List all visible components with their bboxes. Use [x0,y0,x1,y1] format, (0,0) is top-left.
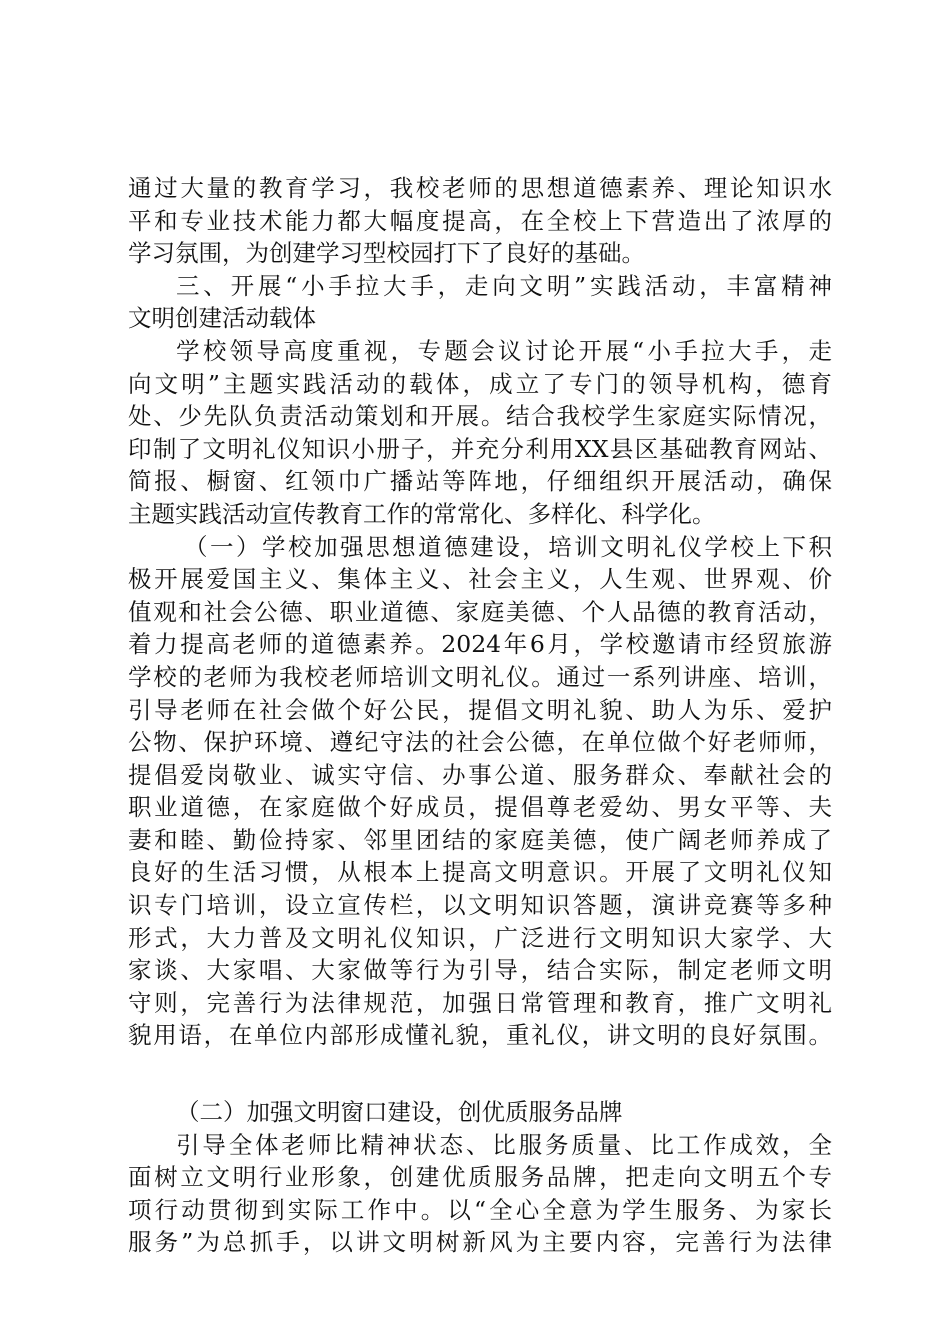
text-line: 引导老师在社会做个好公民，提倡文明礼貌、助人为乐、爱护 [128,695,832,724]
text-line: 服务”为总抓手，以讲文明树新风为主要内容，完善行为法律 [128,1228,832,1257]
paragraph-1 [128,172,832,270]
text-line: 学习氛围，为创建学习型校园打下了良好的基础。 [128,239,645,268]
text-line: 识专门培训，设立宣传栏，以文明知识答题，演讲竞赛等多种 [128,891,832,920]
text-line: 提倡爱岗敬业、诚实守信、办事公道、服务群众、奉献社会的 [128,760,832,789]
text-line: 貌用语，在单位内部形成懂礼貌，重礼仪，讲文明的良好氛围。 [128,1021,832,1050]
text-line: 职业道德，在家庭做个好成员，提倡尊老爱幼、男女平等、夫 [128,793,832,822]
document-body [128,172,832,1259]
text-line: 平和专业技术能力都大幅度提高，在全校上下营造出了浓厚的 [128,206,832,235]
text-line: 引导全体老师比精神状态、比服务质量、比工作成效，全 [176,1130,832,1159]
section-heading-2 [128,1096,832,1129]
text-line: 面树立文明行业形象，创建优质服务品牌，把走向文明五个专 [128,1163,832,1192]
heading-line: 文明创建活动载体 [128,304,316,333]
text-line: 主题实践活动宣传教育工作的常常化、多样化、科学化。 [128,499,716,528]
text-line: 印制了文明礼仪知识小册子，并充分利用XX县区基础教育网站、 [128,434,832,463]
text-line: 良好的生活习惯，从根本上提高文明意识。开展了文明礼仪知 [128,858,832,887]
text-line: 家谈、大家唱、大家做等行为引导，结合实际，制定老师文明 [128,956,832,985]
text-line: 学校领导高度重视，专题会议讨论开展“小手拉大手，走 [176,336,832,365]
text-line: 守则，完善行为法律规范，加强日常管理和教育，推广文明礼 [128,988,832,1017]
text-line: 极开展爱国主义、集体主义、社会主义，人生观、世界观、价 [128,565,832,594]
text-line: 着力提高老师的道德素养。2024年6月，学校邀请市经贸旅游 [128,630,832,659]
text-line: （一）学校加强思想道德建设，培训文明礼仪学校上下积 [184,532,832,561]
text-line: 简报、橱窗、红领巾广播站等阵地，仔细组织开展活动，确保 [128,467,832,496]
section-heading-3 [128,270,832,335]
text-line: 公物、保护环境、遵纪守法的社会公德，在单位做个好老师师， [128,728,832,757]
text-line: 项行动贯彻到实际工作中。以“全心全意为学生服务、为家长 [128,1195,832,1224]
paragraph-2 [128,335,832,531]
text-line: 妻和睦、勤俭持家、邻里团结的家庭美德，使广阔老师养成了 [128,825,832,854]
text-line: 处、少先队负责活动策划和开展。结合我校学生家庭实际情况， [128,402,832,431]
heading-line: 三、开展“小手拉大手，走向文明”实践活动，丰富精神 [176,271,832,300]
text-line: 形式，大力普及文明礼仪知识，广泛进行文明知识大家学、大 [128,923,832,952]
text-line: 通过大量的教育学习，我校老师的思想道德素养、理论知识水 [128,174,832,202]
text-line: 值观和社会公德、职业道德、家庭美德、个人品德的教育活动， [128,597,832,626]
text-line: 向文明”主题实践活动的载体，成立了专门的领导机构，德育 [128,369,832,398]
paragraph-3 [128,531,832,1053]
heading-line: （二）加强文明窗口建设，创优质服务品牌 [176,1098,623,1127]
paragraph-gap [128,1052,832,1096]
text-line: 学校的老师为我校老师培训文明礼仪。通过一系列讲座、培训， [128,662,832,691]
paragraph-4 [128,1129,832,1259]
